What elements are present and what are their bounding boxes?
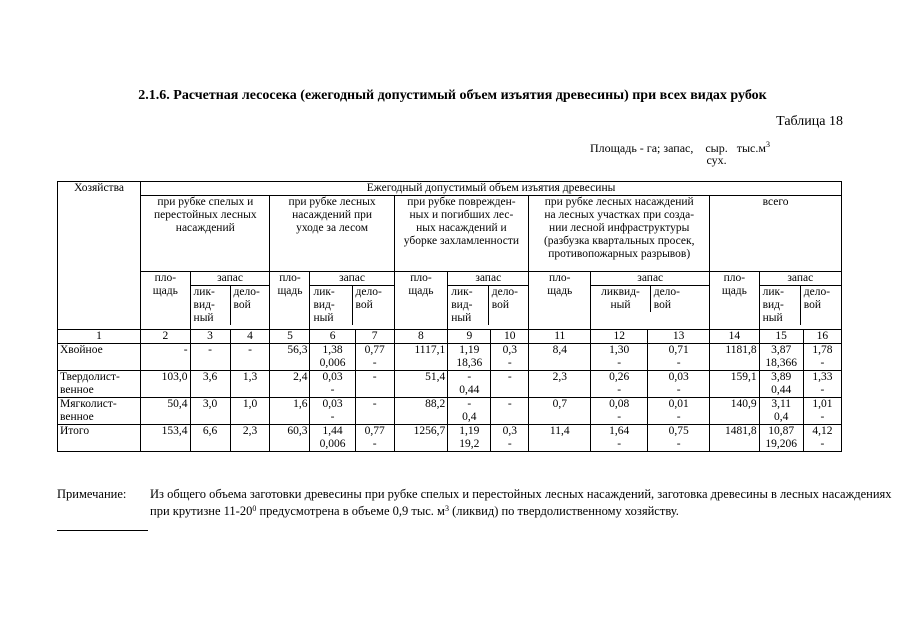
table-cell [394,371,448,398]
header-business-line: вой [491,299,509,311]
table-row [58,398,842,425]
header-group-2-line: при рубке лесных [288,196,376,208]
header-group-5-line: всего [762,196,789,208]
table-cell-line: 103,0 [161,371,188,383]
column-number [491,330,529,344]
table-row [58,344,842,371]
table-cell-line: 0,77 [364,344,385,356]
table-cell-line: 1,38 [322,344,343,356]
header-liquid-line: вид- [193,299,215,311]
header-group-1-line: перестойных лесных [153,209,257,221]
table-cell-line: 0,44 [459,384,480,396]
header-stock-label: запас [191,272,270,286]
table-cell [141,371,190,398]
header-stock [310,272,394,330]
table-cell-line: 3,6 [202,371,218,383]
table-cell [803,425,841,452]
header-area-line: пло- [723,272,746,284]
header-business-line: дело- [653,286,680,298]
header-area [529,272,591,330]
table-cell-line: 56,3 [287,344,308,356]
table-cell [759,371,803,398]
table-cell [394,344,448,371]
header-stock [448,272,529,330]
table-cell [141,398,190,425]
table-cell-line: - [820,384,825,396]
table-cell-line: 159,1 [730,371,757,383]
table-cell-line: 1,78 [812,344,833,356]
header-area-line: щадь [408,285,434,297]
column-number-line: 3 [207,330,213,342]
table-row [58,371,842,398]
stock-subtable [191,272,270,325]
table-cell [270,371,310,398]
header-liquid-line: вид- [762,299,784,311]
units-kind-top: сыр. [705,141,728,155]
header-area-line: щадь [721,285,747,297]
units-unit-exp: 3 [765,140,770,149]
table-cell [491,425,529,452]
header-business [488,286,528,326]
table-cell [310,425,355,452]
column-number [591,330,648,344]
table-cell-line: - [330,384,335,396]
table-cell-line: 19,2 [459,438,480,450]
column-number [190,330,230,344]
header-annual [141,182,842,196]
table-cell [529,398,591,425]
header-area-line: пло- [154,272,177,284]
header-liquid-line: лик- [313,286,335,298]
column-number-line: 1 [96,330,102,342]
table-cell [803,371,841,398]
table-cell [270,425,310,452]
header-group-2-line: насаждений при [292,209,372,221]
table-cell-line: - [248,344,252,356]
table-cell-line: - [676,384,681,396]
column-number [230,330,270,344]
table-cell-line: 11,4 [549,425,570,437]
row-name-line: Итого [60,425,90,437]
table-cell [448,425,491,452]
row-name-line: венное [60,384,94,396]
header-area [710,272,759,330]
units-unit: тыс.м [736,141,766,155]
table-cell-line: 88,2 [425,398,446,410]
table-cell-line: 1481,8 [724,425,757,437]
table-cell-line: - [467,398,472,410]
table-cell-line: 3,87 [771,344,792,356]
column-number [759,330,803,344]
note-text-2: предусмотрена в объеме 0,9 тыс. м [256,504,445,518]
table-cell-line: 1,64 [609,425,630,437]
column-number-line: 11 [554,330,566,342]
header-business-line: дело- [233,286,260,298]
table-cell-line: - [617,411,622,423]
table-cell-line: 1,3 [242,371,258,383]
table-cell [529,425,591,452]
table-cell [230,398,270,425]
row-name [58,371,141,398]
table-cell [529,344,591,371]
column-number-line: 2 [162,330,169,342]
header-stock [759,272,841,330]
table-cell [394,425,448,452]
table-cell [591,398,648,425]
table-cell [648,344,710,371]
header-group-4-line: нии лесной инфраструктуры [549,222,690,234]
table-cell-line: - [372,438,377,450]
header-area [141,272,190,330]
table-cell [710,398,759,425]
table-cell [355,344,394,371]
header-business-line: вой [653,299,671,311]
table-cell [529,371,591,398]
header-business-line: дело- [803,286,831,298]
header-stock-label: запас [591,272,709,286]
table-cell [141,344,190,371]
table-cell-line: 1,6 [293,398,308,410]
table-cell-line: 0,03 [668,371,689,383]
table-cell [759,398,803,425]
table-cell [448,344,491,371]
header-area-line: пло- [410,272,432,284]
table-cell [190,398,230,425]
table-cell-line: 0,3 [502,344,517,356]
table-cell-line: 51,4 [425,371,446,383]
header-liquid [310,286,352,326]
note-text-1: Из общего объема заготовки древесины при рубке спелых и перестойных лесных насаждений, заготовка древесины в лесных насаждениях при крутизне 11-20 [150,487,892,518]
table-cell [591,425,648,452]
note-exp: 3 [444,504,449,513]
header-business [650,286,709,313]
table-cell-line: 0,4 [462,411,477,423]
header-liquid-line: лик- [193,286,215,298]
column-number-line: 9 [466,330,473,342]
table-cell-line: 3,89 [771,371,792,383]
table-cell-line: - [507,438,512,450]
table-cell [270,398,310,425]
header-stock-label: запас [310,272,393,286]
table-number: Таблица 18 [776,114,843,129]
table-cell-line: - [820,357,825,369]
table-cell-line: 1,30 [609,344,630,356]
row-name-line: Хвойное [60,344,103,356]
table-cell-line: - [676,357,681,369]
table-cell-line: 0,006 [319,438,346,450]
header-group-3-line: ных насаждений и [416,222,507,234]
table-cell-line: 2,4 [293,371,308,383]
header-group-1-line: насаждений [175,222,235,234]
table-cell [394,398,448,425]
table-cell [491,344,529,371]
header-area-line: пло- [549,272,571,284]
header-liquid-line: ный [451,312,472,324]
note-label: Примечание: [57,487,127,501]
header-group-3-line: при рубке поврежден- [407,196,516,208]
table-cell [310,371,355,398]
header-area-line: щадь [277,285,303,297]
table-cell [491,398,529,425]
signature-line [57,530,148,531]
table-cell-line: 18,366 [765,357,797,369]
header-area-line: пло- [279,272,301,284]
header-liquid [448,286,488,326]
stock-subtable [310,272,393,325]
table-cell [310,398,355,425]
stock-subtable [448,272,528,325]
header-liquid-line: ный [313,312,334,324]
table-cell-line: - [507,371,512,383]
stock-subtable [760,272,841,325]
table-cell-line: 50,4 [167,398,188,410]
header-liquid-line: ликвид-ный [601,286,640,311]
column-number-line: 10 [504,330,516,342]
table-cell-line: 2,3 [552,371,567,383]
table-cell [591,344,648,371]
table-cell-line: 153,4 [161,425,188,437]
table-cell-line: 6,6 [202,425,218,437]
table-cell [759,344,803,371]
column-number-line: 8 [418,330,424,342]
table-cell-line: - [617,384,622,396]
table-cell-line: 0,03 [322,398,343,410]
header-area [270,272,310,330]
table-cell-line: - [820,411,825,423]
header-group-3 [394,196,529,272]
row-name [58,425,141,452]
table-cell-line: 1117,1 [414,344,446,356]
table-cell-line: 0,4 [773,411,789,423]
table-cell-line: 1,44 [322,425,343,437]
table-cell-line: 0,44 [771,384,792,396]
table-cell-line: 60,3 [287,425,308,437]
table-cell [355,398,394,425]
table-cell [448,398,491,425]
table-cell [141,425,190,452]
table-cell-line: - [820,438,825,450]
header-group-2-line: уходе за лесом [296,222,368,234]
table-cell [803,398,841,425]
column-number [448,330,491,344]
header-group-4-line: при рубке лесных насаждений [544,196,694,208]
table-cell-line: - [467,371,472,383]
table-cell [491,371,529,398]
table-cell-line: - [372,357,377,369]
header-business-line: дело- [491,286,519,298]
table-cell-line: 0,7 [552,398,567,410]
table-cell [648,425,710,452]
column-number [710,330,759,344]
table-cell-line: - [372,371,377,383]
header-group-2 [270,196,394,272]
table-cell-line: - [676,411,681,423]
table-cell [803,344,841,371]
note-degree: 0 [252,504,257,513]
table-cell-line: 0,08 [609,398,630,410]
header-liquid-line: лик- [451,286,473,298]
table-cell-line: 1,33 [812,371,833,383]
header-liquid [191,286,230,326]
table-cell [355,371,394,398]
table-cell-line: - [507,398,512,410]
page-title: 2.1.6. Расчетная лесосека (ежегодный допустимый объем изъятия древесины) при всех видах рубок [138,88,767,103]
row-name [58,398,141,425]
units-kind-bottom: сух. [706,153,727,167]
table-cell-line: 18,36 [456,357,483,369]
row-name-line: венное [60,411,94,423]
header-liquid-line: лик- [762,286,784,298]
column-number-line: 15 [775,330,787,342]
table-cell-line: 1,19 [459,425,480,437]
column-number-line: 6 [329,330,336,342]
table-cell-line: 1181,8 [725,344,757,356]
table-cell [448,371,491,398]
table-cell-line: 8,4 [552,344,567,356]
header-group-4-line: противопожарных разрывов) [548,248,691,260]
column-number-line: 14 [728,330,741,342]
units-caption [590,142,770,166]
header-liquid-line: ный [762,312,783,324]
header-farms [58,182,141,330]
table-cell [230,425,270,452]
table-cell [648,371,710,398]
table-cell-line: 1,19 [459,344,480,356]
header-liquid-line: ный [193,312,214,324]
column-number [803,330,841,344]
table-cell [190,371,230,398]
table-cell-line: - [617,438,622,450]
table-cell-line: - [372,398,377,410]
column-number [141,330,190,344]
table-cell [710,344,759,371]
column-number-line: 5 [287,330,293,342]
header-group-4 [529,196,710,272]
table-cell-line: 3,11 [771,398,792,410]
table-cell [190,425,230,452]
header-business [352,286,394,326]
header-group-1-line: при рубке спелых и [157,196,254,208]
header-area-line: щадь [547,285,573,297]
table-cell [648,398,710,425]
column-number [355,330,394,344]
header-group-4-line: (разбузка квартальных просек, [543,235,695,247]
header-annual-line: Ежегодный допустимый объем изъятия древесины [366,182,616,194]
header-area-line: щадь [152,285,178,297]
header-business-line: вой [803,299,822,311]
table-cell [710,425,759,452]
column-number [648,330,710,344]
column-number-line: 12 [613,330,625,342]
row-name-line: Мягколист- [60,398,117,410]
table-cell-line: 0,3 [502,425,517,437]
forest-cut-table [57,181,842,452]
header-liquid [591,286,650,313]
header-business-line: дело- [355,286,382,298]
column-number-line: 13 [672,330,685,342]
table-cell-line: 0,01 [668,398,689,410]
column-number [529,330,591,344]
header-farms-line: Хозяйства [74,182,124,194]
header-group-3-line: ных и погибших лес- [409,209,514,221]
header-stock [591,272,710,330]
table-cell-line: 1,0 [242,398,258,410]
table-cell [230,344,270,371]
stock-subtable [591,272,709,312]
header-business [800,286,841,326]
column-number-line: 7 [371,330,378,342]
table-cell-line: 0,03 [322,371,343,383]
header-group-5 [710,196,842,272]
row-name-line: Твердолист- [60,371,120,383]
table-cell-line: 2,3 [242,425,258,437]
table-cell [710,371,759,398]
table-cell-line: - [507,357,512,369]
table-cell-line: 140,9 [730,398,757,410]
table-cell-line: 1,01 [812,398,833,410]
table-cell-line: 0,006 [319,357,346,369]
header-liquid [760,286,801,326]
column-number-line: 16 [816,330,829,342]
header-business [230,286,269,326]
header-group-4-line: на лесных участках при созда- [544,209,695,221]
table-cell-line: 10,87 [768,425,795,437]
table-cell-line: 0,26 [609,371,630,383]
table-cell [190,344,230,371]
header-liquid-line: вид- [451,299,473,311]
table-cell-line: - [617,357,622,369]
header-area [394,272,448,330]
header-group-1 [141,196,270,272]
table-cell-line: - [676,438,681,450]
header-stock-label: запас [448,272,528,286]
table-cell-line: - [208,344,212,356]
table-cell-line: 4,12 [812,425,833,437]
column-number [394,330,448,344]
header-stock-label: запас [760,272,841,286]
column-number [310,330,355,344]
table-cell-line: 0,71 [668,344,689,356]
header-liquid-line: вид- [313,299,335,311]
table-cell [355,425,394,452]
table-cell [230,371,270,398]
table-cell-line: 1256,7 [413,425,446,437]
table-cell [310,344,355,371]
row-name [58,344,141,371]
table-cell-line: 3,0 [202,398,218,410]
column-number-line: 4 [247,330,253,342]
table-cell-line: 0,77 [364,425,385,437]
header-stock [190,272,270,330]
table-cell-line: - [330,411,335,423]
column-number [270,330,310,344]
header-group-3-line: уборке захламленности [403,235,520,247]
table-cell-line: 0,75 [668,425,689,437]
note-text [150,486,905,520]
table-cell-line: 19,206 [765,438,797,450]
table-cell [591,371,648,398]
column-number [58,330,141,344]
units-prefix: Площадь - га; запас, [590,141,694,155]
table-row [58,425,842,452]
header-business-line: вой [355,299,373,311]
table-cell [270,344,310,371]
table-cell [759,425,803,452]
header-business-line: вой [233,299,251,311]
note-text-3: (ликвид) по твердолиственному хозяйству. [448,504,679,518]
table-cell-line: - [183,344,188,356]
